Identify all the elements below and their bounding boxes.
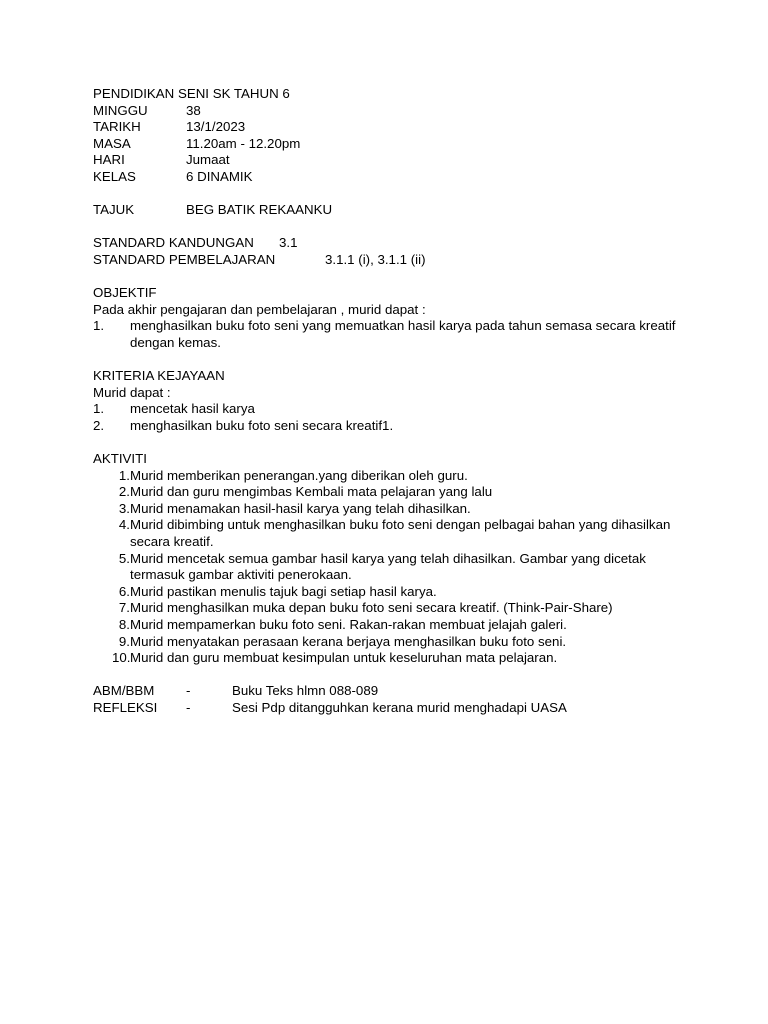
list-item-number: 1. bbox=[93, 401, 105, 417]
list-item-number: 6. bbox=[118, 583, 130, 599]
field-hari bbox=[93, 152, 693, 169]
refleksi-value: Sesi Pdp ditangguhkan kerana murid menghadapi UASA bbox=[232, 699, 567, 715]
list-item bbox=[93, 318, 693, 351]
kriteria-heading: KRITERIA KEJAYAAN bbox=[93, 368, 225, 384]
list-item-text: Murid dan guru membuat kesimpulan untuk keseluruhan mata pelajaran. bbox=[130, 650, 558, 666]
standard-pembelajaran-value: 3.1.1 (i), 3.1.1 (ii) bbox=[325, 251, 426, 267]
field-value: 13/1/2023 bbox=[186, 119, 246, 135]
list-item bbox=[93, 418, 693, 435]
tajuk-value: BEG BATIK REKAANKU bbox=[186, 202, 333, 218]
standard-kandungan-label: STANDARD KANDUNGAN bbox=[93, 235, 254, 251]
objektif-section bbox=[93, 285, 693, 351]
standard-kandungan-row bbox=[93, 235, 693, 252]
list-item bbox=[93, 650, 693, 667]
list-item bbox=[93, 584, 693, 601]
tajuk-label: TAJUK bbox=[93, 202, 135, 218]
list-item-text: mencetak hasil karya bbox=[130, 401, 255, 417]
list-item-number: 10. bbox=[112, 650, 131, 666]
list-item-number: 2. bbox=[118, 484, 130, 500]
document-title-row bbox=[93, 86, 693, 103]
list-item bbox=[93, 401, 693, 418]
list-item-text: Murid mencetak semua gambar hasil karya yang telah dihasilkan. Gambar yang dicetak termasuk gambar aktiviti penerokaan. bbox=[130, 550, 646, 583]
lesson-plan bbox=[93, 86, 693, 717]
list-item-text: Murid mempamerkan buku foto seni. Rakan-rakan membuat jelajah galeri. bbox=[130, 617, 567, 632]
list-item-number: 7. bbox=[118, 600, 130, 616]
field-value: 38 bbox=[186, 102, 201, 118]
standard-pembelajaran-label: STANDARD PEMBELAJARAN bbox=[93, 251, 276, 267]
list-item-text: Murid menamakan hasil-hasil karya yang telah dihasilkan. bbox=[130, 500, 471, 516]
field-kelas bbox=[93, 169, 693, 186]
list-item-number: 4. bbox=[118, 517, 130, 533]
list-item bbox=[93, 517, 693, 550]
field-value: 6 DINAMIK bbox=[186, 168, 253, 184]
standard-kandungan-value: 3.1 bbox=[279, 235, 298, 251]
list-item-text: Murid dibimbing untuk menghasilkan buku foto seni dengan pelbagai bahan yang dihasilkan secara kreatif. bbox=[130, 517, 671, 550]
spacer bbox=[93, 186, 693, 203]
field-value: Jumaat bbox=[186, 152, 230, 168]
list-item bbox=[93, 617, 693, 634]
refleksi-row bbox=[93, 700, 693, 717]
field-masa bbox=[93, 136, 693, 153]
list-item-number: 2. bbox=[93, 417, 105, 433]
abm-row bbox=[93, 683, 693, 700]
aktiviti-heading: AKTIVITI bbox=[93, 451, 147, 467]
field-label: TARIKH bbox=[93, 119, 141, 135]
objektif-intro: Pada akhir pengajaran dan pembelajaran , murid dapat : bbox=[93, 301, 426, 317]
field-label: MASA bbox=[93, 135, 131, 151]
abm-value: Buku Teks hlmn 088-089 bbox=[232, 683, 379, 699]
field-label: MINGGU bbox=[93, 102, 148, 118]
list-item-text: menghasilkan buku foto seni secara kreatif1. bbox=[130, 417, 394, 433]
list-item-text: Murid memberikan penerangan.yang diberikan oleh guru. bbox=[130, 467, 468, 483]
spacer bbox=[93, 667, 693, 684]
list-item-number: 5. bbox=[118, 550, 130, 566]
abm-label: ABM/BBM bbox=[93, 683, 155, 699]
list-item-text: Murid menyatakan perasaan kerana berjaya menghasilkan buku foto seni. bbox=[130, 633, 567, 649]
standard-pembelajaran-row bbox=[93, 252, 693, 269]
list-item-text: Murid pastikan menulis tajuk bagi setiap hasil karya. bbox=[130, 583, 437, 599]
document-title: PENDIDIKAN SENI SK TAHUN 6 bbox=[93, 86, 290, 101]
field-tajuk bbox=[93, 202, 693, 219]
list-item-number: 9. bbox=[118, 633, 130, 649]
list-item-number: 3. bbox=[118, 500, 130, 516]
abm-dash: - bbox=[186, 683, 191, 699]
list-item bbox=[93, 634, 693, 651]
field-label: HARI bbox=[93, 152, 125, 168]
objektif-heading: OBJEKTIF bbox=[93, 285, 157, 301]
spacer bbox=[93, 219, 693, 236]
list-item-number: 1. bbox=[93, 318, 105, 334]
spacer bbox=[93, 269, 693, 286]
field-label: KELAS bbox=[93, 168, 136, 184]
kriteria-intro: Murid dapat : bbox=[93, 384, 171, 400]
list-item bbox=[93, 501, 693, 518]
list-item bbox=[93, 600, 693, 617]
list-item-number: 8. bbox=[118, 617, 130, 632]
list-item-text: Murid menghasilkan muka depan buku foto seni secara kreatif. (Think-Pair-Share) bbox=[130, 600, 613, 616]
refleksi-label: REFLEKSI bbox=[93, 699, 158, 715]
spacer bbox=[93, 434, 693, 451]
aktiviti-section bbox=[93, 451, 693, 667]
field-minggu bbox=[93, 103, 693, 120]
list-item-number: 1. bbox=[118, 467, 130, 483]
list-item bbox=[93, 468, 693, 485]
field-value: 11.20am - 12.20pm bbox=[186, 135, 301, 151]
refleksi-dash: - bbox=[186, 699, 191, 715]
kriteria-section bbox=[93, 368, 693, 434]
field-tarikh bbox=[93, 119, 693, 136]
list-item-text: Murid dan guru mengimbas Kembali mata pelajaran yang lalu bbox=[130, 484, 493, 500]
list-item bbox=[93, 484, 693, 501]
spacer bbox=[93, 352, 693, 369]
list-item-text: menghasilkan buku foto seni yang memuatkan hasil karya pada tahun semasa secara kreatif dengan kemas. bbox=[130, 318, 676, 350]
list-item bbox=[93, 551, 693, 584]
